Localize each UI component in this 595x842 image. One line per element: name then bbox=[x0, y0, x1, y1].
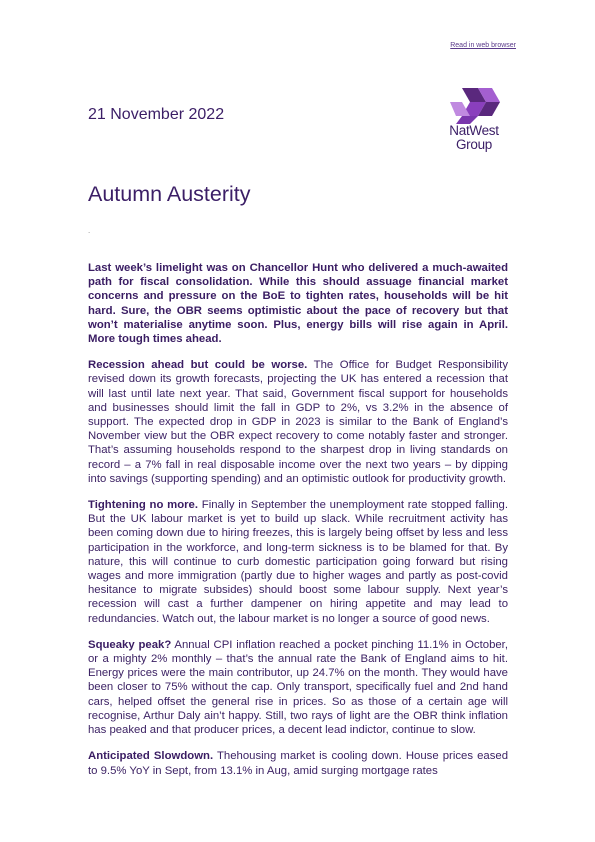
section-recession bbox=[88, 358, 508, 486]
read-in-web-browser-link[interactable]: Read in web browser bbox=[450, 42, 516, 49]
brand-name: NatWest bbox=[449, 123, 499, 138]
page-title: Autumn Austerity bbox=[88, 182, 251, 206]
section-slowdown bbox=[88, 749, 508, 777]
lead-paragraph: Last week’s limelight was on Chancellor Hunt who delivered a much-awaited path for fiscal consolidation. While this should assuage financial market concerns and pressure on the BoE to tighten rates, households will be hit hard. Sure, the OBR seems optimistic about the pace of recovery but that won’t materialise anytime soon. Plus, energy bills will rise again in April. More tough times ahead. bbox=[88, 262, 508, 346]
natwest-cubes-logo-icon bbox=[448, 86, 500, 124]
brand-subname: Group bbox=[455, 137, 493, 152]
section-squeaky-peak bbox=[88, 638, 508, 737]
title-dot: . bbox=[88, 226, 91, 235]
section-heading: Squeaky peak? bbox=[88, 638, 172, 651]
section-heading: Tightening no more. bbox=[88, 499, 199, 512]
issue-date: 21 November 2022 bbox=[88, 106, 225, 123]
section-body: Annual CPI inflation reached a pocket pinching 11.1% in October, or a mighty 2% monthly – that’s the annual rate the Bank of England aims to hit. Energy prices were the main contributor, up 24.7% on the month. They would have been closer to 75% without the cap. Only transport, specifically fuel and 2nd hand cars, helped offset the general rise in prices. So as those of a certain age will recognise, Arthur Daly ain’t happy. Still, two rays of light are the OBR think inflation has peaked and that producer prices, a decent lead indictor, continue to slow. bbox=[88, 638, 508, 737]
section-heading: Recession ahead but could be worse. bbox=[88, 359, 308, 372]
section-tightening bbox=[88, 498, 508, 626]
natwest-group-logo bbox=[441, 86, 507, 152]
section-body: Finally in September the unemployment rate stopped falling. But the UK labour market is yet to build up slack. While recruitment activity has been coming down due to hiring freezes, this is largely being offset by less and less participation in the workforce, and long-term sickness is to be blamed for that. By nature, this will continue to curb domestic participation going forward but rising wages and more immigration (partly due to higher wages and partly as post-covid hesitance to migrate subsides) should boost some labour supply. Next year’s recession will cast a further dampener on hiring appetite and may lead to redundancies. Watch out, the labour market is no longer a source of good news. bbox=[88, 499, 508, 625]
section-body: The Office for Budget Responsibility revised down its growth forecasts, projecting the UK has entered a recession that will last until late next year. That said, Government fiscal support for households and businesses should limit the fall in GDP to 2%, vs 3.2% in the absence of support. The expected drop in GDP in 2023 is similar to the Bank of England’s November view but the OBR expect recovery to come notably faster and stronger. That’s assuming households respond to the sharpest drop in living standards on record – a 7% fall in real disposable income over the next two years – by dipping into savings (supporting spending) and an optimistic outlook for productivity growth. bbox=[88, 359, 508, 485]
section-heading: Anticipated Slowdown. bbox=[88, 750, 214, 763]
article-body bbox=[88, 261, 508, 790]
section-body: Thehousing market is cooling down. House prices eased to 9.5% YoY in Sept, from 13.1% in Aug, amid surging mortgage rates bbox=[88, 750, 509, 777]
